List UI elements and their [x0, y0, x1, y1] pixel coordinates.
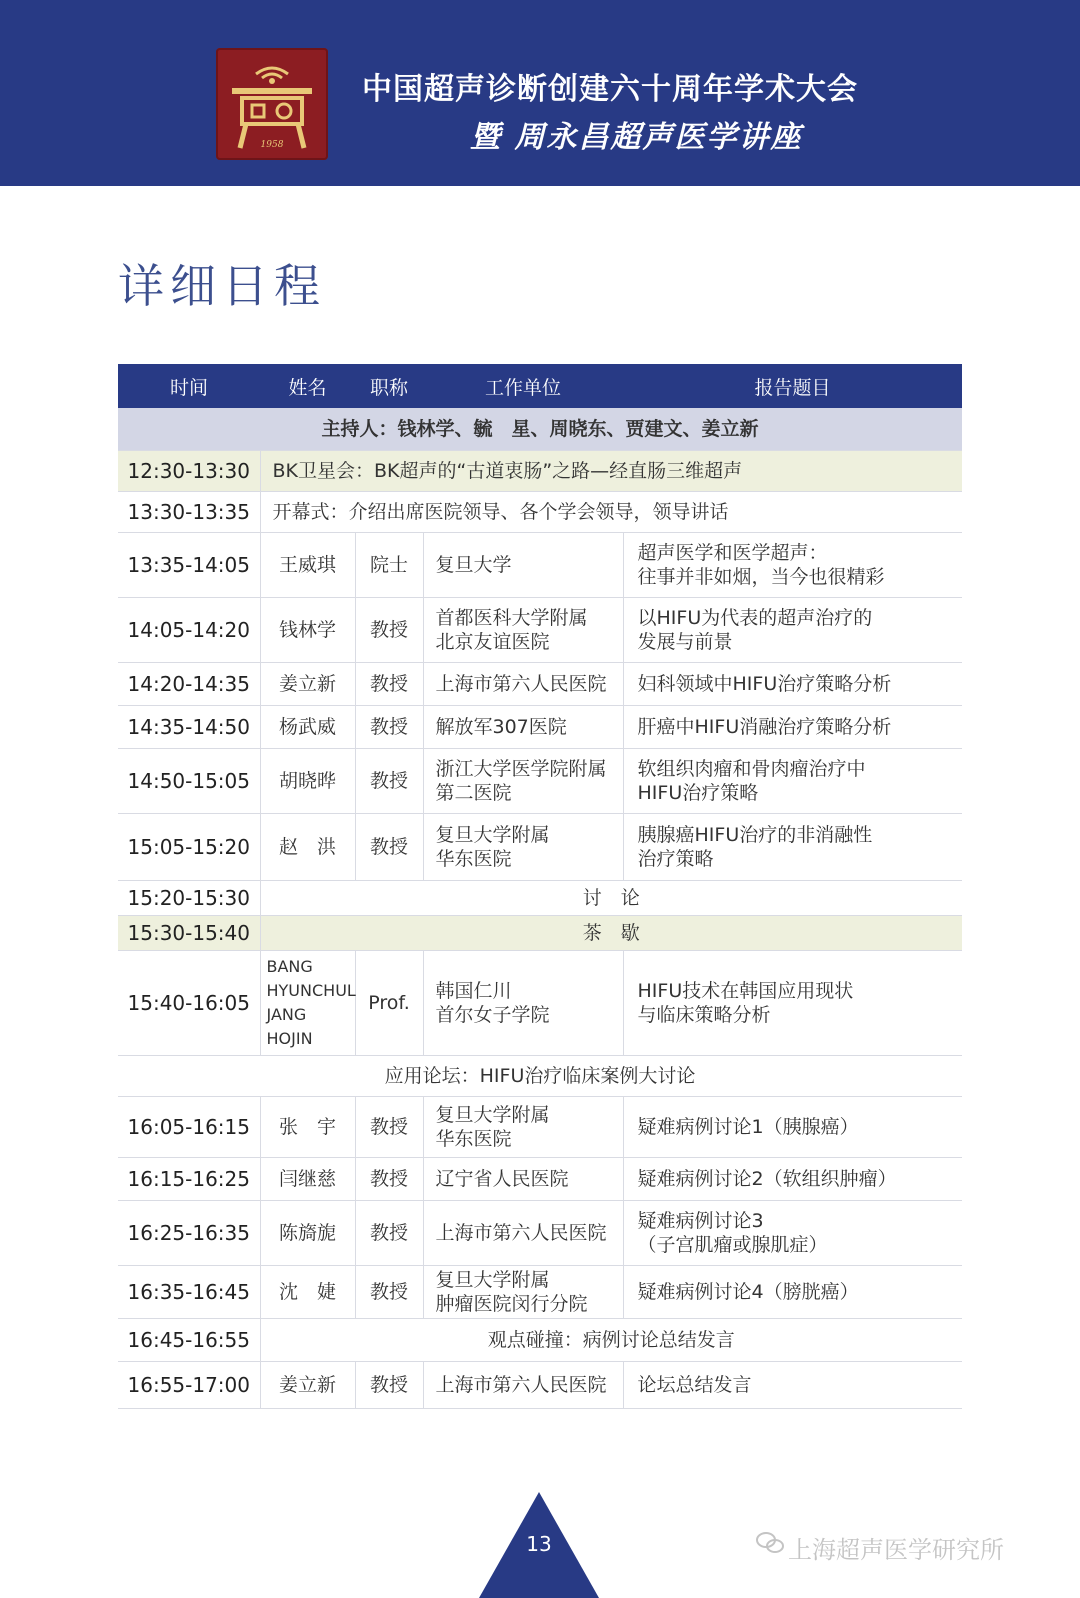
break-cell: 茶 歇 [260, 916, 962, 951]
header-banner [0, 0, 1080, 186]
table-row [118, 1319, 962, 1362]
page-number: 13 [526, 1532, 552, 1556]
speaker-title-cell: 教授 [355, 1266, 423, 1319]
speaker-unit-cell: 浙江大学医学院附属 第二医院 [423, 749, 623, 814]
speaker-title-cell: 教授 [355, 1362, 423, 1409]
time-cell: 13:35-14:05 [118, 533, 260, 598]
speaker-unit-cell: 复旦大学附属 肿瘤医院闵行分院 [423, 1266, 623, 1319]
speaker-unit-cell: 辽宁省人民医院 [423, 1158, 623, 1201]
time-cell: 15:20-15:30 [118, 881, 260, 916]
speaker-unit-cell: 上海市第六人民医院 [423, 1362, 623, 1409]
topic-cell: 妇科领域中HIFU治疗策略分析 [623, 663, 962, 706]
speaker-title-cell: 教授 [355, 598, 423, 663]
schedule-table [118, 364, 962, 1409]
speaker-unit-cell: 复旦大学 [423, 533, 623, 598]
speaker-title-cell: 院士 [355, 533, 423, 598]
speaker-title-cell: 教授 [355, 706, 423, 749]
host-cell: 主持人：钱林学、毓 星、周晓东、贾建文、姜立新 [118, 408, 962, 451]
time-cell: 16:25-16:35 [118, 1201, 260, 1266]
table-row [118, 1158, 962, 1201]
break-cell: 讨 论 [260, 881, 962, 916]
table-row [118, 1201, 962, 1266]
speaker-title-cell: Prof. [355, 951, 423, 1056]
speaker-unit-cell: 上海市第六人民医院 [423, 1201, 623, 1266]
topic-cell: 肝癌中HIFU消融治疗策略分析 [623, 706, 962, 749]
speaker-title-cell: 教授 [355, 663, 423, 706]
table-row [118, 598, 962, 663]
speaker-title-cell: 教授 [355, 814, 423, 881]
topic-cell: HIFU技术在韩国应用现状 与临床策略分析 [623, 951, 962, 1056]
topic-cell: 超声医学和医学超声： 往事并非如烟，当今也很精彩 [623, 533, 962, 598]
time-cell: 16:35-16:45 [118, 1266, 260, 1319]
speaker-name-cell: 张 宇 [260, 1097, 355, 1158]
header-title: 职称 [355, 364, 423, 408]
table-row [118, 1097, 962, 1158]
table-row [118, 533, 962, 598]
speaker-title-cell: 教授 [355, 1201, 423, 1266]
table-row [118, 1362, 962, 1409]
table-row [118, 814, 962, 881]
speaker-unit-cell: 首都医科大学附属 北京友谊医院 [423, 598, 623, 663]
speaker-unit-cell: 复旦大学附属 华东医院 [423, 1097, 623, 1158]
header-unit: 工作单位 [423, 364, 623, 408]
table-header-row [118, 364, 962, 408]
time-cell: 14:20-14:35 [118, 663, 260, 706]
time-cell: 14:05-14:20 [118, 598, 260, 663]
speaker-name-cell: 姜立新 [260, 663, 355, 706]
speaker-name-cell: 沈 婕 [260, 1266, 355, 1319]
table-row [118, 1266, 962, 1319]
logo-year: 1958 [260, 140, 284, 150]
topic-cell: 疑难病例讨论3 （子宫肌瘤或腺肌症） [623, 1201, 962, 1266]
speaker-title-cell: 教授 [355, 749, 423, 814]
topic-cell: 论坛总结发言 [623, 1362, 962, 1409]
speaker-name-cell: 姜立新 [260, 1362, 355, 1409]
table-row [118, 706, 962, 749]
time-cell: 15:30-15:40 [118, 916, 260, 951]
speaker-unit-cell: 复旦大学附属 华东医院 [423, 814, 623, 881]
section-title: 详细日程 [118, 259, 326, 313]
forum-title-cell: 应用论坛：HIFU治疗临床案例大讨论 [118, 1056, 962, 1097]
speaker-name-cell: 王威琪 [260, 533, 355, 598]
speaker-unit-cell: 韩国仁川 首尔女子学院 [423, 951, 623, 1056]
session-cell: BK卫星会：BK超声的“古道衷肠”之路—经直肠三维超声 [260, 451, 962, 492]
time-cell: 12:30-13:30 [118, 451, 260, 492]
table-row [118, 916, 962, 951]
watermark: 上海超声医学研究所 [788, 1536, 1004, 1564]
topic-cell: 疑难病例讨论4（膀胱癌） [623, 1266, 962, 1319]
time-cell: 16:15-16:25 [118, 1158, 260, 1201]
time-cell: 16:45-16:55 [118, 1319, 260, 1362]
speaker-title-cell: 教授 [355, 1097, 423, 1158]
session-cell: 开幕式：介绍出席医院领导、各个学会领导，领导讲话 [260, 492, 962, 533]
time-cell: 15:40-16:05 [118, 951, 260, 1056]
header-time: 时间 [118, 364, 260, 408]
speaker-name-cell: BANG HYUNCHUL JANG HOJIN [260, 951, 355, 1056]
speaker-name-cell: 胡晓晔 [260, 749, 355, 814]
host-row [118, 408, 962, 451]
speaker-name-cell: 陈旖旎 [260, 1201, 355, 1266]
table-row [118, 1056, 962, 1097]
time-cell: 15:05-15:20 [118, 814, 260, 881]
topic-cell: 软组织肉瘤和骨肉瘤治疗中 HIFU治疗策略 [623, 749, 962, 814]
header-name: 姓名 [260, 364, 355, 408]
table-row [118, 663, 962, 706]
speaker-name-cell: 杨武威 [260, 706, 355, 749]
header-topic: 报告题目 [623, 364, 962, 408]
break-cell: 观点碰撞：病例讨论总结发言 [260, 1319, 962, 1362]
speaker-name-cell: 赵 洪 [260, 814, 355, 881]
time-cell: 16:05-16:15 [118, 1097, 260, 1158]
time-cell: 14:35-14:50 [118, 706, 260, 749]
table-row [118, 451, 962, 492]
table-row [118, 881, 962, 916]
speaker-name-cell: 钱林学 [260, 598, 355, 663]
table-row [118, 492, 962, 533]
table-row [118, 749, 962, 814]
speaker-title-cell: 教授 [355, 1158, 423, 1201]
time-cell: 14:50-15:05 [118, 749, 260, 814]
conference-logo [216, 48, 328, 160]
topic-cell: 疑难病例讨论1（胰腺癌） [623, 1097, 962, 1158]
conference-subtitle: 暨 周永昌超声医学讲座 [470, 120, 803, 155]
speaker-unit-cell: 上海市第六人民医院 [423, 663, 623, 706]
speaker-unit-cell: 解放军307医院 [423, 706, 623, 749]
topic-cell: 胰腺癌HIFU治疗的非消融性 治疗策略 [623, 814, 962, 881]
wechat-icon [756, 1531, 784, 1555]
time-cell: 16:55-17:00 [118, 1362, 260, 1409]
topic-cell: 疑难病例讨论2（软组织肿瘤） [623, 1158, 962, 1201]
conference-title: 中国超声诊断创建六十周年学术大会 [362, 72, 858, 107]
time-cell: 13:30-13:35 [118, 492, 260, 533]
topic-cell: 以HIFU为代表的超声治疗的 发展与前景 [623, 598, 962, 663]
speaker-name-cell: 闫继慈 [260, 1158, 355, 1201]
table-row [118, 951, 962, 1056]
